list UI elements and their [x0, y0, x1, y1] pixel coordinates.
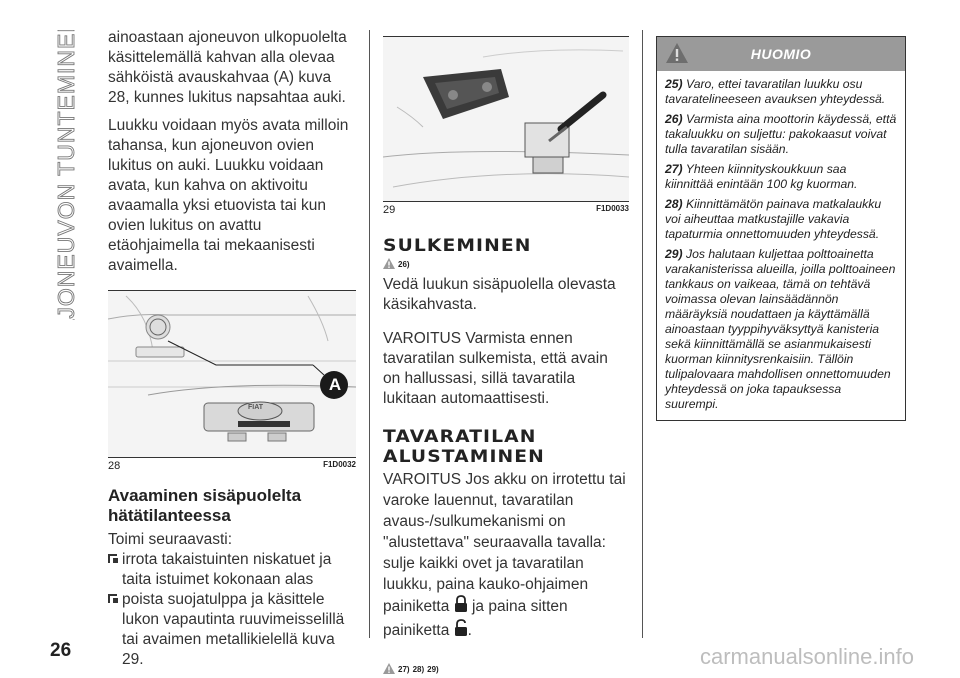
unlock-icon	[454, 619, 468, 643]
list-item	[108, 590, 356, 670]
warning-triangle-icon	[383, 258, 395, 269]
warning-box	[656, 36, 906, 421]
reference-number: 28)	[412, 665, 425, 674]
bullet-icon	[108, 550, 122, 590]
warning-title: HUOMIO	[750, 46, 812, 62]
warning-item-text: Kiinnittämätön painava matkalaukku voi aiheuttaa matkustajille vakavia tapaturmia onnettomuuden yhteydessä.	[665, 197, 882, 241]
warning-item	[665, 77, 897, 107]
warning-header	[657, 37, 905, 71]
page-number: 26	[50, 640, 72, 661]
warning-item-text: Varmista aina moottorin käydessä, että takaluukku on suljettu: pakokaasut voivat tulla tavaratilan sisään.	[665, 112, 897, 156]
list-item	[108, 550, 356, 590]
column-divider	[642, 30, 643, 638]
figure-number: 29	[383, 204, 396, 216]
warning-triangle-icon	[383, 663, 395, 674]
lock-release-illustration	[383, 37, 629, 201]
section-heading-closing: SULKEMINEN	[383, 236, 532, 256]
paragraph-text: .	[467, 622, 472, 640]
warning-item-text: Jos halutaan kuljettaa polttoainetta varakanisterissa alueilla, joilla polttoaineen tankkaus on vaikeaa, tämä on tehtävä voimassa olevan lainsäädännön määräyksiä noudattaen ja käyttämällä ainoastaan tyyppihyväksyttyä kanisteria sekä kiinnittämällä se asianmukaisesti kuorman kiinnitysrenkaisiin. Tällöin tulipalovaara mahdollisen onnettomuuden yhteydessä on joka tapauksessa suurempi.	[665, 247, 896, 411]
list-item-text: irrota takaistuinten niskatuet ja taita istuimet kokonaan alas	[122, 551, 332, 588]
warning-triangle-icon	[665, 42, 689, 64]
warning-item-number: 25)	[665, 77, 683, 91]
warning-item	[665, 112, 897, 157]
figure-caption	[383, 204, 629, 216]
section-heading-initialize	[383, 427, 629, 467]
reference-number: 26)	[398, 260, 410, 269]
column-divider	[369, 30, 370, 638]
paragraph-text: VAROITUS Jos akku on irrotettu tai varoke lauennut, tavaratilan avaus-/sulkumekanismi on "alustettava" seuraavalla tavalla: sulje kaikki ovet ja tavaratilan luukku, paina kauko-ohjaimen painiketta	[383, 471, 626, 616]
tailgate-handle-illustration	[108, 291, 356, 457]
paragraph: ainoastaan ajoneuvon ulkopuolelta käsittelemällä kahvan alla olevaa sähköistä avauskahvaa (A) kuva 28, kunnes lukitus napsahtaa auki.	[108, 29, 347, 106]
warning-item-number: 27)	[665, 162, 683, 176]
watermark: carmanualsonline.info	[699, 644, 914, 669]
heading-line: ALUSTAMINEN	[383, 447, 545, 467]
figure-28	[108, 290, 356, 458]
warning-item-number: 26)	[665, 112, 683, 126]
paragraph: Vedä luukun sisäpuolella olevasta käsikahvasta.	[383, 276, 616, 313]
paragraph-text: ja paina sitten painiketta	[383, 598, 568, 640]
figure-id: F1D0033	[596, 204, 629, 213]
figure-callout-label: A	[328, 375, 342, 394]
warning-reference	[383, 258, 629, 269]
warning-reference	[383, 663, 629, 674]
figure-callout-badge: FIAT	[248, 404, 264, 411]
heading-line: TAVARATILAN	[383, 427, 537, 447]
column-middle	[383, 28, 629, 674]
warning-item	[665, 197, 897, 242]
side-title-text: AJONEUVON TUNTEMINEN	[53, 30, 79, 320]
figure-29	[383, 36, 629, 202]
section-heading: Avaaminen sisäpuolelta hätätilanteessa	[108, 486, 302, 525]
warning-item-text: Yhteen kiinnityskoukkuun saa kiinnittää enintään 100 kg kuorman.	[665, 162, 858, 191]
warning-item	[665, 247, 897, 412]
warning-item-text: Varo, ettei tavaratilan luukku osu tavaratelineeseen avauksen yhteydessä.	[665, 77, 886, 106]
paragraph: Toimi seuraavasti:	[108, 531, 233, 548]
paragraph: VAROITUS Varmista ennen tavaratilan sulkemista, että avain on hallussasi, sillä tavaratila lukitaan automaattisesti.	[383, 330, 608, 407]
figure-number: 28	[108, 460, 121, 472]
warning-item	[665, 162, 897, 192]
reference-number: 29)	[427, 665, 439, 674]
bullet-icon	[108, 590, 122, 670]
paragraph	[383, 469, 629, 643]
column-left	[108, 28, 356, 670]
figure-id: F1D0032	[323, 460, 356, 469]
figure-caption	[108, 460, 356, 472]
paragraph: Luukku voidaan myös avata milloin tahansa, kun ajoneuvon ovien lukitus on auki. Luukku voidaan avata, kun kahva on aktivoitu avaamalla yksi etuovista tai kun ovien lukitus on avattu etäohjaimella tai mekaanisesti avaimella.	[108, 117, 349, 274]
warning-content	[657, 71, 905, 420]
lock-icon	[454, 595, 468, 619]
list-item-text: poista suojatulppa ja käsittele lukon vapautinta ruuvimeisselillä tai avaimen metallikielellä kuva 29.	[122, 591, 345, 668]
warning-item-number: 29)	[665, 247, 683, 261]
reference-number: 27)	[398, 665, 410, 674]
warning-item-number: 28)	[665, 197, 683, 211]
section-side-title	[52, 30, 82, 320]
